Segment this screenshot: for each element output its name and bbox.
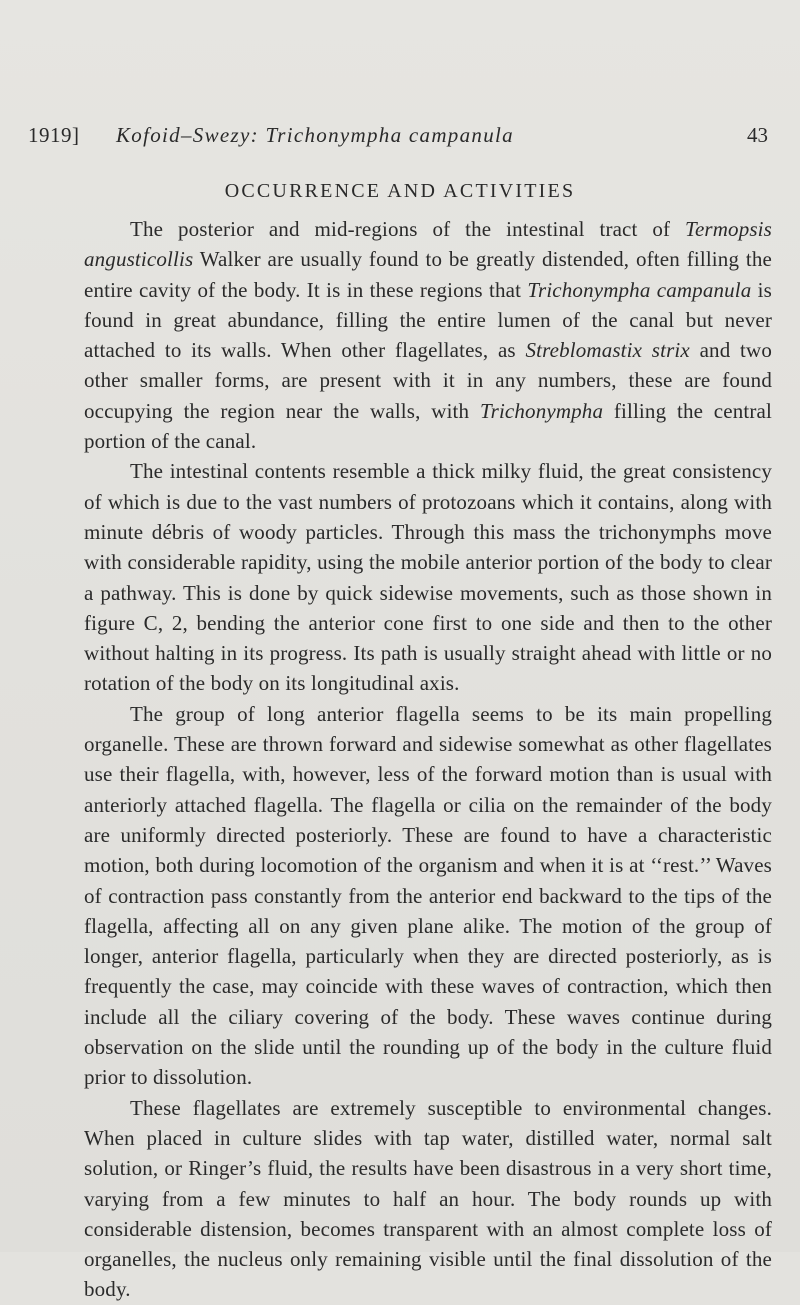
italic-term: Streblomastix strix [525, 338, 690, 363]
italic-term: Termopsis angusticollis [84, 217, 772, 272]
paragraph-3 [84, 699, 772, 1093]
running-head [28, 118, 768, 152]
italic-term: Trichonympha campanula [527, 277, 752, 302]
text-run: is found in great abundance, filling the entire lumen of the canal but never attached to its walls. When other flagellates, as [84, 277, 772, 363]
text-run: filling the central portion of the canal. [84, 398, 772, 454]
page-number: 43 [747, 123, 768, 147]
running-head-year: 1919] [28, 123, 80, 147]
paragraph-2 [84, 456, 772, 698]
running-head-title: Kofoid–Swezy: Trichonympha campanula [116, 123, 514, 147]
paragraph-4 [84, 1093, 772, 1305]
text-run: and two other smaller forms, are present with it in any numbers, these are found occupying the region near the walls, with [84, 338, 772, 423]
text-run: The intestinal contents resemble a thick milky fluid, the great consistency of which is due to the vast numbers of protozoans which it contains, along with minute débris of woody particles. Through this mass the trichonymphs move with considerable rapidity, using the mobile anterior portion of the body to clear a pathway. This is done by quick sidewise movements, such as those shown in figure C, 2, bending the anterior cone first to one side and then to the other without halting in its progress. Its path is usually straight ahead with little or no rotation of the body on its longitudinal axis. [84, 459, 772, 696]
paragraph-1 [84, 214, 772, 456]
section-heading: OCCURRENCE AND ACTIVITIES [224, 180, 576, 202]
text-run: The posterior and mid-regions of the intestinal tract of [130, 217, 686, 241]
text-run: The group of long anterior flagella seems to be its main propelling organelle. These are thrown forward and sidewise somewhat as other flagellates use their flagella, with, however, less of the forward motion than is usual with anteriorly attached flagella. The flagella or cilia on the remainder of the body are uniformly directed posteriorly. These are found to have a characteristic motion, both during locomotion of the organism and when it is at ‘‘rest.’’ Waves of contraction pass constantly from the anterior end backward to the tips of the flagella, affecting all on any given plane alike. The motion of the group of longer, anterior flagella, particularly when they are directed posteriorly, as is frequently the case, may coincide with these waves of contraction, which then include all the ciliary covering of the body. These waves continue during observation on the slide until the rounding up of the body in the culture fluid prior to dissolution. [84, 701, 772, 1090]
italic-term: Trichonympha [479, 398, 604, 423]
text-run: These flagellates are extremely susceptible to environmental changes. When placed in culture slides with tap water, distilled water, normal salt solution, or Ringer’s fluid, the results have been disastrous in a very short time, varying from a few minutes to half an hour. The body rounds up with considerable distension, becomes transparent with an almost complete loss of organelles, the nucleus only remaining visible until the final dissolution of the body. [84, 1095, 772, 1302]
body-text [84, 214, 772, 1305]
text-run: Walker are usually found to be greatly distended, often filling the entire cavity of the body. It is in these regions that [84, 247, 772, 302]
